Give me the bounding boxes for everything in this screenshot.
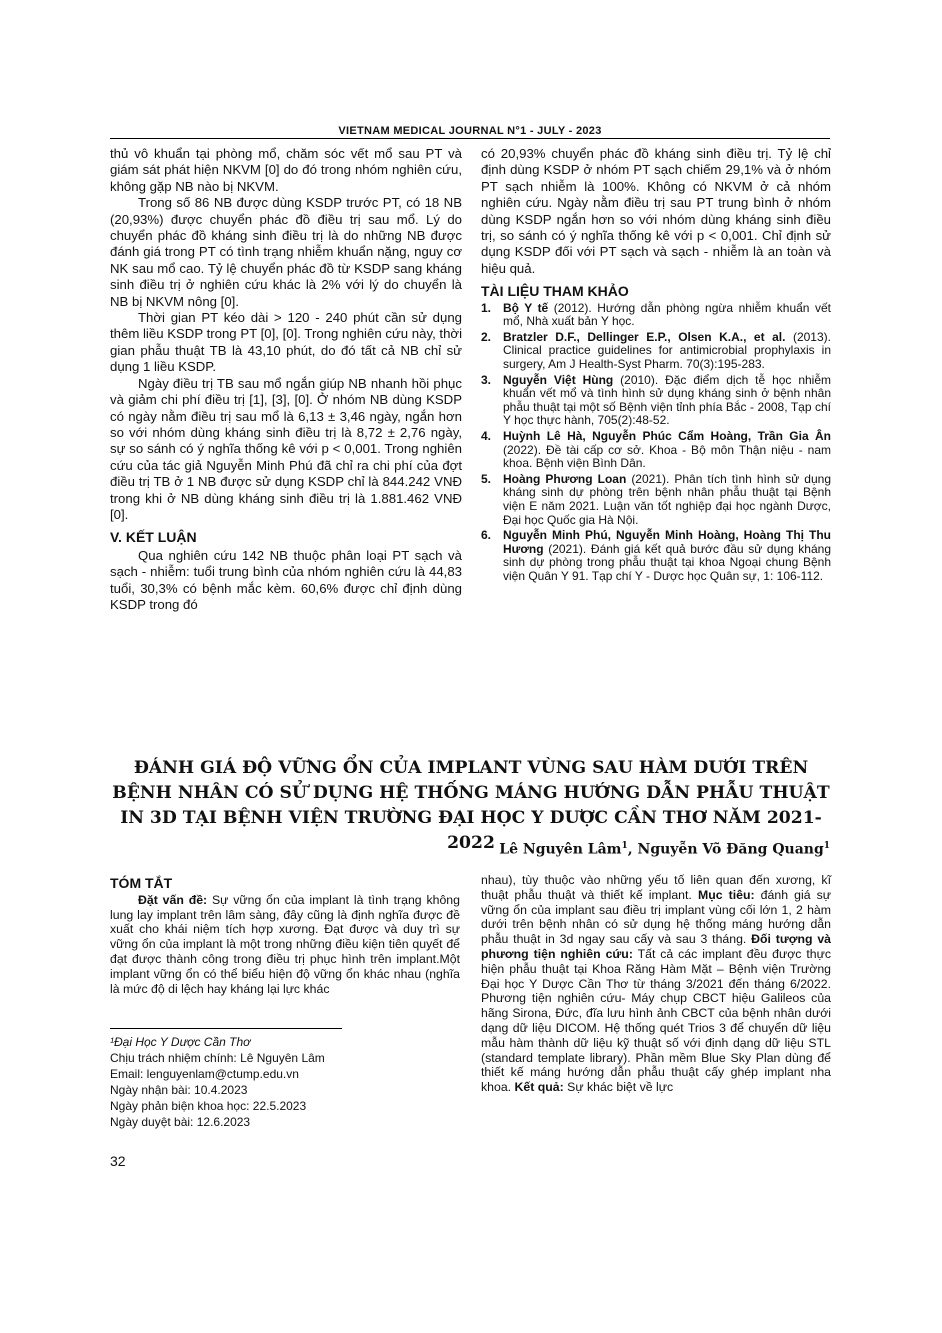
reference-number: 1. xyxy=(481,300,492,315)
footnote-reviewed: Ngày phản biện khoa học: 22.5.2023 xyxy=(110,1099,307,1113)
summary-heading: TÓM TẮT xyxy=(110,875,173,891)
reference-item xyxy=(481,430,831,471)
footnote xyxy=(110,1034,450,1130)
footnote-received: Ngày nhận bài: 10.4.2023 xyxy=(110,1083,248,1097)
reference-number: 3. xyxy=(481,372,492,387)
reference-text: (2010). Đặc điểm dịch tễ học nhiễm khuẩn vết mổ và tình hình sử dụng kháng sinh ở bệnh nhân phẫu thuật tại một số Bệnh viện tỉnh phía Bắc - 2008, Tạp chí Y học thực hành, 705(2):48-52. xyxy=(503,372,832,428)
left-column xyxy=(110,146,462,613)
abstract-right xyxy=(481,873,831,1095)
journal-header: VIETNAM MEDICAL JOURNAL N°1 - JULY - 2023 xyxy=(338,125,602,137)
reference-author: Nguyễn Việt Hùng xyxy=(503,372,614,387)
footnote-accepted: Ngày duyệt bài: 12.6.2023 xyxy=(110,1115,251,1129)
reference-text: (2022). Đề tài cấp cơ sở. Khoa - Bộ môn Thận niệu - nam khoa. Bệnh viện Bình Dân. xyxy=(503,442,831,471)
header-divider xyxy=(110,138,830,139)
abstract-continuation: nhau), tùy thuộc vào những yếu tố liên quan đến xương, kĩ thuật phẫu thuật và thiết kế implant. xyxy=(481,873,831,902)
left-paragraph-2: Trong số 86 NB được dùng KSDP trước PT, có 18 NB (20,93%) được chuyển phác đồ điều trị sau mổ. Lý do chuyển phác đồ kháng sinh điều trị là do những NB được đánh giá trong PT có tình trạng nhiễm khuẩn nặng, nguy cơ NK sau mổ cao. Tỷ lệ chuyển phác đồ từ KSDP sang kháng sinh điều trị ở nghiên cứu khác là 2% với lý do chuyển là NB bị NKVM nông [0]. xyxy=(110,195,462,309)
footnote-affiliation: ¹Đại Học Y Dược Cần Thơ xyxy=(110,1035,251,1049)
page-number: 32 xyxy=(110,1153,126,1169)
reference-item xyxy=(481,331,831,372)
reference-author: Bratzler D.F., Dellinger E.P., Olsen K.A., et al. xyxy=(503,329,786,344)
background-label: Đặt vấn đề: xyxy=(138,892,208,907)
footnote-email: Email: lenguyenlam@ctump.edu.vn xyxy=(110,1067,299,1081)
reference-text: (2013). Clinical practice guidelines for antimicrobial prophylaxis in surgery, Am J Health-Syst Pharm. 70(3):195-283. xyxy=(503,329,831,372)
author-2: Nguyễn Võ Đăng Quang xyxy=(637,841,824,858)
reference-item xyxy=(481,529,831,583)
right-paragraph-1: có 20,93% chuyển phác đồ kháng sinh điều trị. Tỷ lệ chỉ định dùng KSDP ở nhóm PT sạch chiếm 29,1% và ở nhóm PT sạch nhiễm là 100%. Không có NKVM ở cả nhóm nghiên cứu. Ngày nằm điều trị sau PT trung bình ở nhóm dùng KSDP ngắn hơn so với nhóm dùng kháng sinh điều trị, so sánh có ý nghĩa thống kê với p < 0,001. Chỉ định sử dụng KSDP đối với PT sạch và sạch - nhiễm là an toàn và hiệu quả. xyxy=(481,146,831,276)
reference-text: (2021). Đánh giá kết quả bước đầu sử dụng kháng sinh dự phòng trong phẫu thuật tại khoa Ngoại chung Bệnh viện Quân Y 91. Tạp chí Y - Dược học Quân sự, 1: 106-112. xyxy=(503,541,831,583)
reference-number: 5. xyxy=(481,471,492,486)
reference-author: Huỳnh Lê Hà, Nguyễn Phúc Cẩm Hoàng, Trần Gia Ân xyxy=(503,429,831,443)
objective-text: đánh giá sự vững ổn của implant sau điều trị implant vùng cối lớn 1, 2 hàm dưới trên bệnh nhân có sử dụng hệ thống máng hướng dẫn phẫu thuật in 3d ngay sau cấy và sau 3 tháng. xyxy=(481,887,832,947)
left-paragraph-5: Qua nghiên cứu 142 NB thuộc phân loại PT sạch và sạch - nhiễm: tuổi trung bình của nhóm nghiên cứu là 44,83 tuổi, 30,3% có bệnh mắc kèm. 60,6% được chỉ định dùng KSDP trong đó xyxy=(110,547,462,612)
affiliation-marker: 1 xyxy=(823,841,830,851)
left-paragraph-3: Thời gian PT kéo dài > 120 - 240 phút cần sử dụng thêm liều KSDP trong PT [0], [0]. Trong nghiên cứu này, thời gian phẫu thuật TB là 43,10 phút, do đó tất cả NB chỉ sử dụng 1 liều KSDP. xyxy=(110,310,462,375)
reference-list xyxy=(481,302,831,584)
methods-text: Tất cả các implant đều được thực hiện phẫu thuật tại Khoa Răng Hàm Mặt – Bệnh viện Trường Đại học Y Dược Cần Thơ từ tháng 3/2021 đến tháng 6/2022. Phương tiện nghiên cứu- Máy chụp CBCT hiệu Galileos của hãng Sirona, Đức, đĩa lưu hình ảnh CBCT của bệnh nhân dưới dạng dữ liệu DICOM. Hệ thống quét Trios 3 để chuyển dữ liệu mẫu hàm thành dữ liệu kỹ thuật số với định dạng dữ liệu STL (standard template library). Phần mềm Blue Sky Plan dùng để thiết kế máng hướng dẫn phẫu thuật cấy ghép implant nha khoa. xyxy=(481,946,831,1095)
affiliation-marker: 1 xyxy=(621,841,628,851)
objective-label: Mục tiêu: xyxy=(697,887,755,902)
reference-author: Hoàng Phương Loan xyxy=(503,471,627,486)
reference-item xyxy=(481,302,831,329)
reference-number: 6. xyxy=(481,528,492,543)
reference-text: (2012). Hướng dẫn phòng ngừa nhiễm khuẩn vết mổ, Nhà xuất bản Y học. xyxy=(503,300,831,329)
results-text: Sự khác biệt về lực xyxy=(563,1080,674,1095)
reference-text: (2021). Phân tích tình hình sử dụng kháng sinh dự phòng trên bệnh nhân phẫu thuật tại Bệnh viện E năm 2021. Luận văn tốt nghiệp đại học ngành Dược, Đại học Quốc gia Hà Nội. xyxy=(503,471,831,527)
right-column xyxy=(481,146,831,586)
reference-item xyxy=(481,374,831,428)
methods-label: Đối tượng và phương tiện nghiên cứu: xyxy=(481,932,831,961)
footnote-responsible: Chịu trách nhiệm chính: Lê Nguyên Lâm xyxy=(110,1051,325,1065)
author-1: Lê Nguyên Lâm xyxy=(499,841,622,858)
section-heading-conclusion: V. KẾT LUẬN xyxy=(110,529,197,546)
reference-author: Nguyễn Minh Phú, Nguyễn Minh Hoàng, Hoàng Thị Thu Hương xyxy=(503,528,831,556)
reference-item xyxy=(481,473,831,527)
reference-number: 2. xyxy=(481,329,492,344)
reference-number: 4. xyxy=(481,429,492,443)
left-paragraph-1: thủ vô khuẩn tại phòng mổ, chăm sóc vết mổ sau PT và giám sát phát hiện NKVM [0] do đó trong nhóm nghiên cứu, không gặp NB nào bị NKVM. xyxy=(110,146,462,194)
article-title: ĐÁNH GIÁ ĐỘ VỮNG ỔN CỦA IMPLANT VÙNG SAU HÀM DƯỚI TRÊN BỆNH NHÂN CÓ SỬ DỤNG HỆ THỐNG MÁNG HƯỚNG DẪN PHẪU THUẬT IN 3D TẠI BỆNH VIỆN TRƯỜNG ĐẠI HỌC Y DƯỢC CẦN THƠ NĂM 2021-2022 xyxy=(112,758,830,853)
references-heading: TÀI LIỆU THAM KHẢO xyxy=(481,283,629,300)
footnote-divider xyxy=(110,1028,342,1029)
author-line: Lê Nguyên Lâm$^1$, Nguyễn Võ Đăng Quang$^1$ xyxy=(499,841,830,858)
background-text: Sự vững ổn của implant là tình trạng không lung lay implant trên lâm sàng, đây cũng là định nghĩa được đề xuất cho khái niệm tích hợp xương. Đạt được và duy trì sự vững ổn của implant là một trong những điều kiện tiên quyết để đạt được thành công trong điều trị phục hình trên implant.Một implant vững ổn có thể biểu hiện độ vững ổn khác nhau (nghĩa là mức độ di lệch hay kháng lại lực khác xyxy=(110,892,460,996)
reference-author: Bộ Y tế xyxy=(503,300,549,315)
results-label: Kết quả: xyxy=(514,1080,564,1095)
left-paragraph-4: Ngày điều trị TB sau mổ ngắn giúp NB nhanh hồi phục và giảm chi phí điều trị [1], [3], [0]. Ở nhóm NB dùng KSDP có ngày nằm điều trị sau mổ là 6,13 ± 3,46 ngày, ngắn hơn so với nhóm dùng kháng sinh điều trị là 8,72 ± 2,76 ngày, sự so sánh có ý nghĩa thống kê với p < 0,001. Trong nghiên cứu của tác giả Nguyễn Minh Phú đã chỉ ra chi phí của đợt điều trị TB ở 1 NB được sử dụng KSDP chỉ là 844.242 VNĐ trong khi ở NB dùng kháng sinh điều trị là 1.881.462 VNĐ [0]. xyxy=(110,375,462,522)
abstract-left xyxy=(110,876,460,996)
